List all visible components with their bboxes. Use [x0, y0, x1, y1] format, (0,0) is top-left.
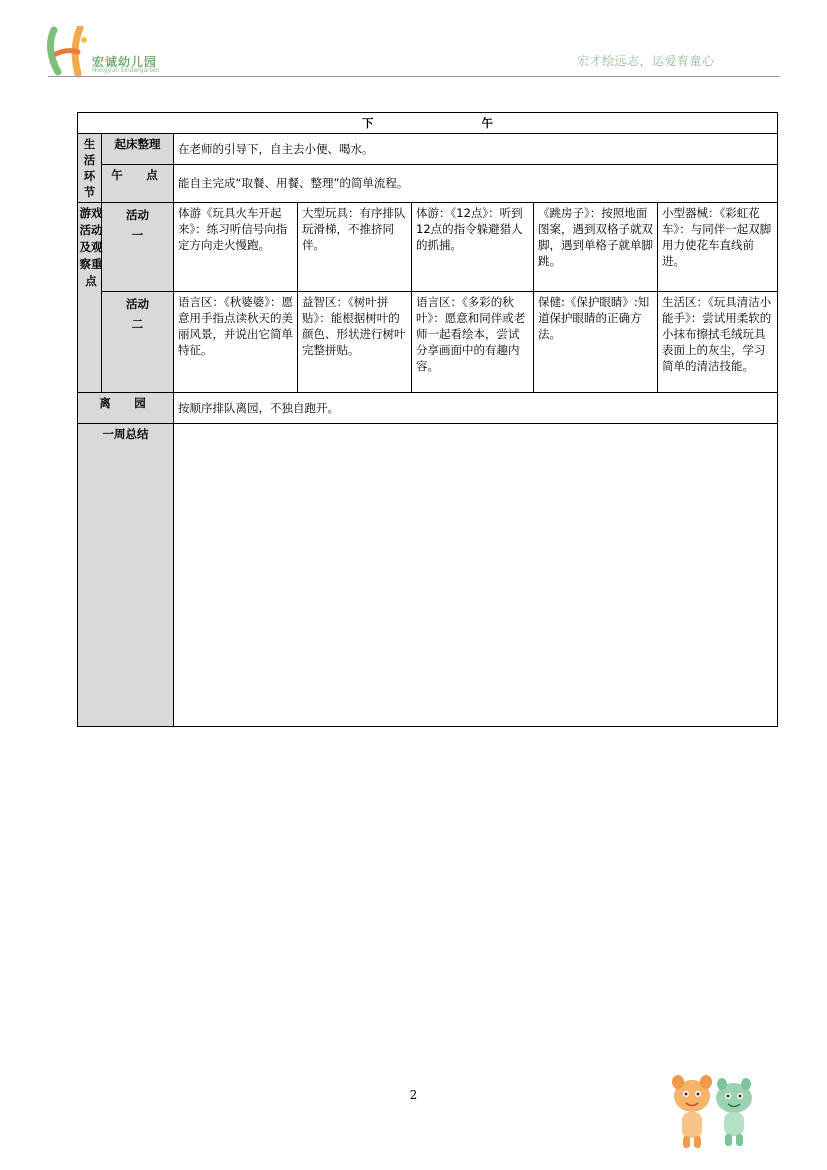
activity-two-cell-3: 语言区：《多彩的秋叶》：愿意和同伴或老师一起看绘本，尝试分享画面中的有趣内容。 — [412, 292, 534, 393]
page-number: 2 — [409, 1088, 418, 1102]
life-section-label: 生活环节 — [78, 134, 102, 203]
section-title-right: 午 — [481, 116, 494, 130]
activity-two-cell-4: 保健:《保护眼睛》:知道保护眼睛的正确方法。 — [534, 292, 658, 393]
leave-row — [78, 393, 778, 424]
afternoon-plan-table — [77, 112, 778, 727]
section-title-left: 下 — [362, 116, 374, 130]
leave-label: 离 园 — [78, 393, 174, 424]
activity-one-cell-4: 《跳房子》：按照地面图案，遇到双格子就双脚，遇到单格子就单脚跳。 — [534, 203, 658, 292]
activity-one-cell-1: 体游《玩具火车开起来》：练习听信号向指定方向走火慢跑。 — [174, 203, 298, 292]
summary-row — [78, 424, 778, 727]
activity-two-cell-5: 生活区：《玩具清洁小能手》：尝试用柔软的小抹布擦拭毛绒玩具表面上的灰尘，学习简单的清洁技能。 — [658, 292, 778, 393]
summary-content[interactable] — [174, 424, 778, 727]
activity-one-label: 活动一 — [102, 203, 174, 292]
life-row-snack — [78, 164, 778, 202]
kindergarten-name-en: Hongyun kindergarten — [92, 67, 160, 74]
life-row-wakeup — [78, 134, 778, 165]
summary-label: 一周总结 — [78, 424, 174, 727]
activity-two-row — [78, 292, 778, 393]
activity-one-cell-2: 大型玩具：有序排队玩滑梯，不推挤同伴。 — [298, 203, 412, 292]
page-header — [0, 0, 827, 80]
activity-one-cell-3: 体游：《12点》：听到12点的指令躲避猎人的抓捕。 — [412, 203, 534, 292]
wakeup-label: 起床整理 — [102, 134, 174, 165]
snack-label: 午 点 — [102, 164, 174, 202]
section-title — [78, 113, 778, 134]
activity-two-label: 活动二 — [102, 292, 174, 393]
mascot-characters-icon — [664, 1074, 764, 1154]
activity-two-cell-2: 益智区：《树叶拼贴》：能根据树叶的颜色、形状进行树叶完整拼贴。 — [298, 292, 412, 393]
header-slogan: 宏才绘远志，运爱育童心 — [577, 54, 715, 68]
activity-one-cell-5: 小型器械：《彩虹花车》：与同伴一起双脚用力使花车直线前进。 — [658, 203, 778, 292]
header-divider — [48, 76, 780, 77]
wakeup-content: 在老师的引导下，自主去小便、喝水。 — [174, 134, 778, 165]
activity-one-row — [78, 203, 778, 292]
leave-content: 按顺序排队离园，不独自跑开。 — [174, 393, 778, 424]
game-section-label: 游戏活动及观察重点 — [78, 203, 102, 393]
snack-content: 能自主完成“取餐、用餐、整理”的简单流程。 — [174, 164, 778, 202]
section-title-row — [78, 113, 778, 134]
kindergarten-name: 宏诚幼儿园 — [92, 55, 158, 69]
activity-two-cell-1: 语言区：《秋婆婆》：愿意用手指点读秋天的美丽风景，并说出它简单特征。 — [174, 292, 298, 393]
